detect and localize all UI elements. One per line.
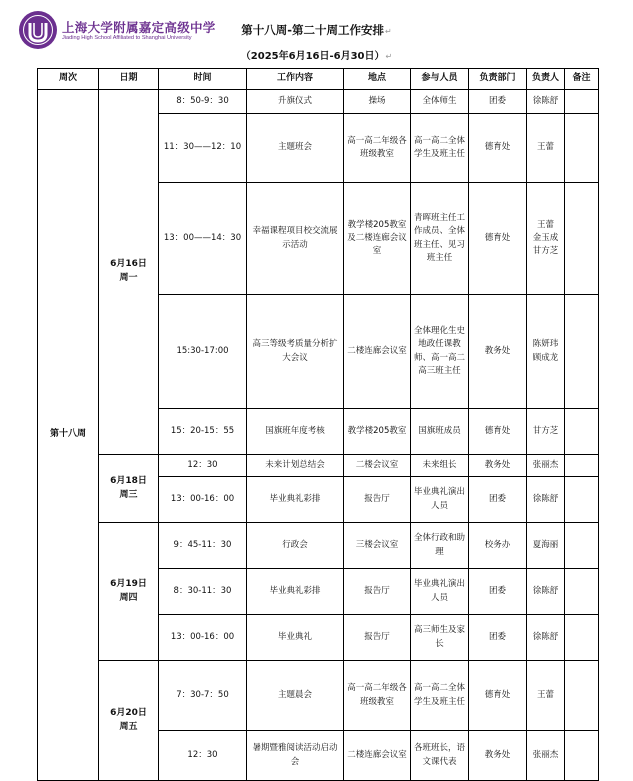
table-row: [38, 90, 599, 114]
note-cell: [565, 477, 599, 523]
person-cell: 王蕾: [527, 114, 565, 183]
time-cell: 15：20-15：55: [159, 409, 247, 455]
location-cell: 二楼连廊会议室: [344, 295, 411, 409]
person-cell: 张丽杰: [527, 731, 565, 781]
time-cell: 8：50-9：30: [159, 90, 247, 114]
header-date: 日期: [99, 69, 159, 90]
person-cell: 张丽杰: [527, 455, 565, 477]
time-cell: 12：30: [159, 455, 247, 477]
location-cell: 高一高二年级各班级教室: [344, 114, 411, 183]
location-cell: 二楼连廊会议室: [344, 731, 411, 781]
date-cell: 6月16日 周一: [99, 90, 159, 455]
table-row: [38, 455, 599, 477]
week-cell: 第十八周: [38, 90, 99, 781]
content-cell: 幸福课程项目校交流展示活动: [247, 183, 344, 295]
school-name-en: Jiading High School Affiliated to Shanghai University: [62, 35, 192, 41]
document-title: 第十八周-第二十周工作安排↵: [241, 23, 392, 37]
department-cell: 校务办: [469, 523, 527, 569]
participants-cell: 国旗班成员: [411, 409, 469, 455]
table-header-row: [38, 69, 599, 90]
department-cell: 德育处: [469, 409, 527, 455]
time-cell: 13：00-16：00: [159, 615, 247, 661]
participants-cell: 全体理化生史地政任课教师、高一高二高三班主任: [411, 295, 469, 409]
participants-cell: 毕业典礼演出人员: [411, 569, 469, 615]
note-cell: [565, 409, 599, 455]
person-cell: 徐陈舒: [527, 90, 565, 114]
schedule-table: [37, 68, 599, 781]
note-cell: [565, 183, 599, 295]
time-cell: 9：45-11：30: [159, 523, 247, 569]
participants-cell: 毕业典礼演出人员: [411, 477, 469, 523]
header-content: 工作内容: [247, 69, 344, 90]
table-row: [38, 523, 599, 569]
location-cell: 高一高二年级各班级教室: [344, 661, 411, 731]
department-cell: 德育处: [469, 183, 527, 295]
content-cell: 毕业典礼彩排: [247, 477, 344, 523]
time-cell: 13：00——14：30: [159, 183, 247, 295]
location-cell: 报告厅: [344, 615, 411, 661]
person-cell: 夏海丽: [527, 523, 565, 569]
content-cell: 国旗班年度考核: [247, 409, 344, 455]
department-cell: 教务处: [469, 295, 527, 409]
person-cell: 徐陈舒: [527, 615, 565, 661]
note-cell: [565, 615, 599, 661]
date-cell: 6月20日 周五: [99, 661, 159, 781]
department-cell: 团委: [469, 569, 527, 615]
location-cell: 操场: [344, 90, 411, 114]
table-row: [38, 661, 599, 731]
note-cell: [565, 731, 599, 781]
participants-cell: 全体行政和助理: [411, 523, 469, 569]
location-cell: 报告厅: [344, 569, 411, 615]
header-note: 备注: [565, 69, 599, 90]
time-cell: 13：00-16：00: [159, 477, 247, 523]
time-cell: 15:30-17:00: [159, 295, 247, 409]
content-cell: 高三等级考质量分析扩大会议: [247, 295, 344, 409]
department-cell: 教务处: [469, 455, 527, 477]
person-cell: 甘方芝: [527, 409, 565, 455]
location-cell: 二楼会议室: [344, 455, 411, 477]
content-cell: 毕业典礼彩排: [247, 569, 344, 615]
department-cell: 德育处: [469, 114, 527, 183]
participants-cell: 高一高二全体学生及班主任: [411, 114, 469, 183]
department-cell: 团委: [469, 477, 527, 523]
location-cell: 教学楼205教室及二楼连廊会议室: [344, 183, 411, 295]
date-cell: 6月18日 周三: [99, 455, 159, 523]
note-cell: [565, 90, 599, 114]
note-cell: [565, 523, 599, 569]
time-cell: 11：30——12：10: [159, 114, 247, 183]
location-cell: 三楼会议室: [344, 523, 411, 569]
content-cell: 暑期暨雅阅读活动启动会: [247, 731, 344, 781]
header-location: 地点: [344, 69, 411, 90]
department-cell: 团委: [469, 615, 527, 661]
person-cell: 徐陈舒: [527, 477, 565, 523]
person-cell: 王蕾 金玉成 甘方芝: [527, 183, 565, 295]
participants-cell: 青晖班主任工作成员、全体班主任、见习班主任: [411, 183, 469, 295]
participants-cell: 高一高二全体学生及班主任: [411, 661, 469, 731]
note-cell: [565, 661, 599, 731]
content-cell: 毕业典礼: [247, 615, 344, 661]
header-participants: 参与人员: [411, 69, 469, 90]
participants-cell: 未来组长: [411, 455, 469, 477]
department-cell: 德育处: [469, 661, 527, 731]
participants-cell: 全体师生: [411, 90, 469, 114]
paragraph-mark-icon: ↵: [385, 27, 392, 36]
note-cell: [565, 114, 599, 183]
header-week: 周次: [38, 69, 99, 90]
note-cell: [565, 295, 599, 409]
content-cell: 主题班会: [247, 114, 344, 183]
participants-cell: 各班班长，语文课代表: [411, 731, 469, 781]
content-cell: 未来计划总结会: [247, 455, 344, 477]
time-cell: 8：30-11：30: [159, 569, 247, 615]
date-cell: 6月19日 周四: [99, 523, 159, 661]
note-cell: [565, 455, 599, 477]
location-cell: 教学楼205教室: [344, 409, 411, 455]
department-cell: 团委: [469, 90, 527, 114]
content-cell: 升旗仪式: [247, 90, 344, 114]
header-department: 负责部门: [469, 69, 527, 90]
document-subtitle: （2025年6月16日-6月30日）↵: [240, 51, 393, 62]
location-cell: 报告厅: [344, 477, 411, 523]
header-person: 负责人: [527, 69, 565, 90]
header-time: 时间: [159, 69, 247, 90]
content-cell: 行政会: [247, 523, 344, 569]
content-cell: 主题晨会: [247, 661, 344, 731]
department-cell: 教务处: [469, 731, 527, 781]
paragraph-mark-icon: ↵: [385, 52, 393, 61]
time-cell: 12：30: [159, 731, 247, 781]
person-cell: 徐陈舒: [527, 569, 565, 615]
person-cell: 陈妍玮 顾成龙: [527, 295, 565, 409]
school-name-cn: 上海大学附属嘉定高级中学: [62, 20, 216, 35]
time-cell: 7：30-7：50: [159, 661, 247, 731]
participants-cell: 高三师生及家长: [411, 615, 469, 661]
person-cell: 王蕾: [527, 661, 565, 731]
note-cell: [565, 569, 599, 615]
